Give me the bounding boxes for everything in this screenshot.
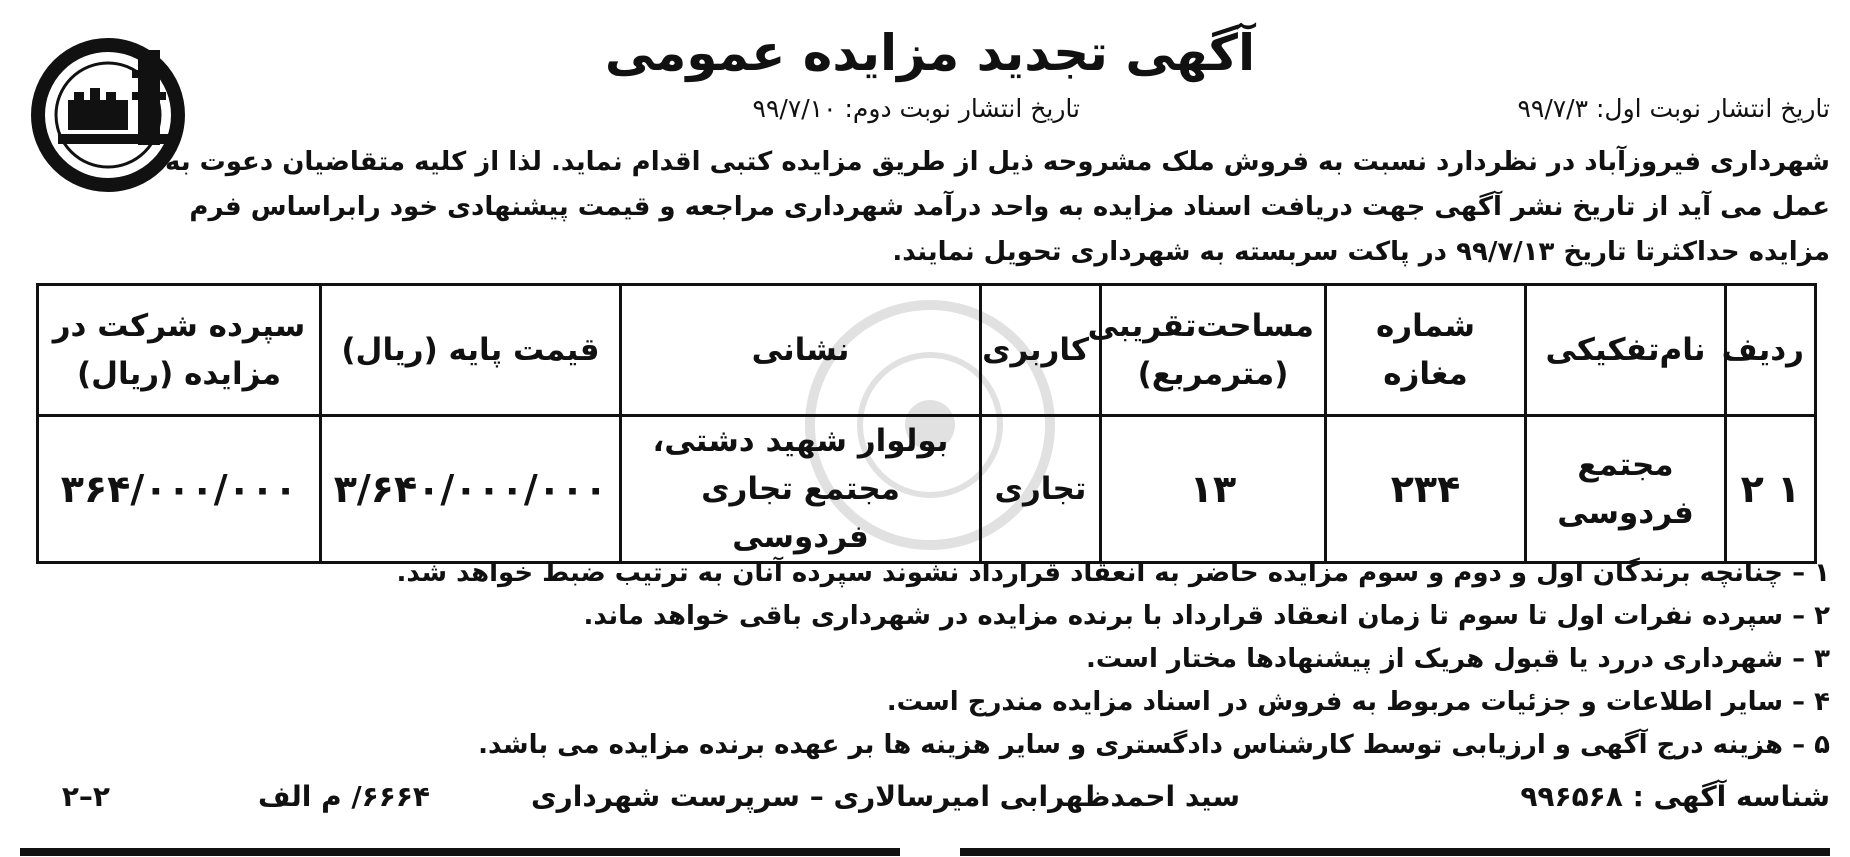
ad-code: ۶۶۶۴/ م الف: [257, 780, 430, 813]
signer: سید احمدظهرابی امیرسالاری – سرپرست شهرداری: [530, 780, 1240, 813]
header-address: نشانی: [621, 285, 981, 416]
cell-area: ۱۳: [1101, 416, 1326, 563]
header-usage: کاربری: [981, 285, 1101, 416]
cell-address: بولوار شهید دشتی، مجتمع تجاری فردوسی: [621, 416, 981, 563]
intro-line: مزایده حداکثرتا تاریخ ۹۹/۷/۱۳ در پاکت سربسته به شهرداری تحویل نمایند.: [892, 237, 1830, 267]
header-shop-number: شماره مغازه: [1326, 285, 1526, 416]
ad-id: شناسه آگهی : ۹۹۶۵۶۸: [1520, 780, 1830, 813]
header-area: مساحت‌تقریبی (مترمربع): [1101, 285, 1326, 416]
condition-item: ۴ – سایر اطلاعات و جزئیات مربوط به فروش در اسناد مزایده مندرج است.: [886, 687, 1830, 717]
header-base-price: قیمت پایه (ریال): [321, 285, 621, 416]
cell-usage: تجاری: [981, 416, 1101, 563]
cell-deposit: ۳۶۴/۰۰۰/۰۰۰: [38, 416, 321, 563]
first-publish-date: تاریخ انتشار نوبت اول: ۹۹/۷/۳: [1517, 94, 1830, 123]
intro-line: شهرداری فیروزآباد در نظردارد نسبت به فروش ملک مشروحه ذیل از طریق مزایده کتبی اقدام نماید. لذا از کلیه متقاضیان دعوت به: [165, 147, 1830, 177]
second-publish-date: تاریخ انتشار نوبت دوم: ۹۹/۷/۱۰: [752, 94, 1080, 123]
condition-item: ۱ – چنانچه برندگان اول و دوم و سوم مزایده حاضر به انعقاد قرارداد نشوند سپرده آنان به ترتیب ضبط خواهد شد.: [396, 558, 1830, 588]
auction-items-table: [36, 283, 1817, 564]
condition-item: ۵ – هزینه درج آگهی و ارزیابی توسط کارشناس دادگستری و سایر هزینه ها بر عهده برنده مزایده می باشد.: [478, 730, 1830, 760]
condition-item: ۲ – سپرده نفرات اول تا سوم تا زمان انعقاد قرارداد با برنده مزایده در شهرداری باقی خواهد ماند.: [583, 601, 1830, 631]
table-row: [38, 416, 1816, 563]
cell-base-price: ۳/۶۴۰/۰۰۰/۰۰۰: [321, 416, 621, 563]
cell-row-number: ۱ ۲: [1726, 416, 1816, 563]
intro-line: عمل می آید از تاریخ نشر آگهی جهت دریافت اسناد مزایده به واحد درآمد شهرداری مراجعه و قیمت پیشنهادی خود رابراساس فرم: [189, 192, 1830, 222]
header-row-number: ردیف: [1726, 285, 1816, 416]
page-number: ۲–۲: [61, 780, 110, 813]
divider: [20, 848, 900, 856]
table-header-row: [38, 285, 1816, 416]
cell-shop-number: ۲۳۴: [1326, 416, 1526, 563]
cell-name: مجتمع فردوسی: [1526, 416, 1726, 563]
header-name: نام‌تفکیکی: [1526, 285, 1726, 416]
conditions-list: [130, 552, 1830, 767]
header-deposit: سپرده شرکت در مزایده (ریال): [38, 285, 321, 416]
intro-paragraph: [165, 140, 1830, 275]
divider: [960, 848, 1830, 856]
notice-title: آگهی تجدید مزایده عمومی: [604, 24, 1256, 82]
condition-item: ۳ – شهرداری دررد یا قبول هریک از پیشنهادها مختار است.: [1085, 644, 1830, 674]
